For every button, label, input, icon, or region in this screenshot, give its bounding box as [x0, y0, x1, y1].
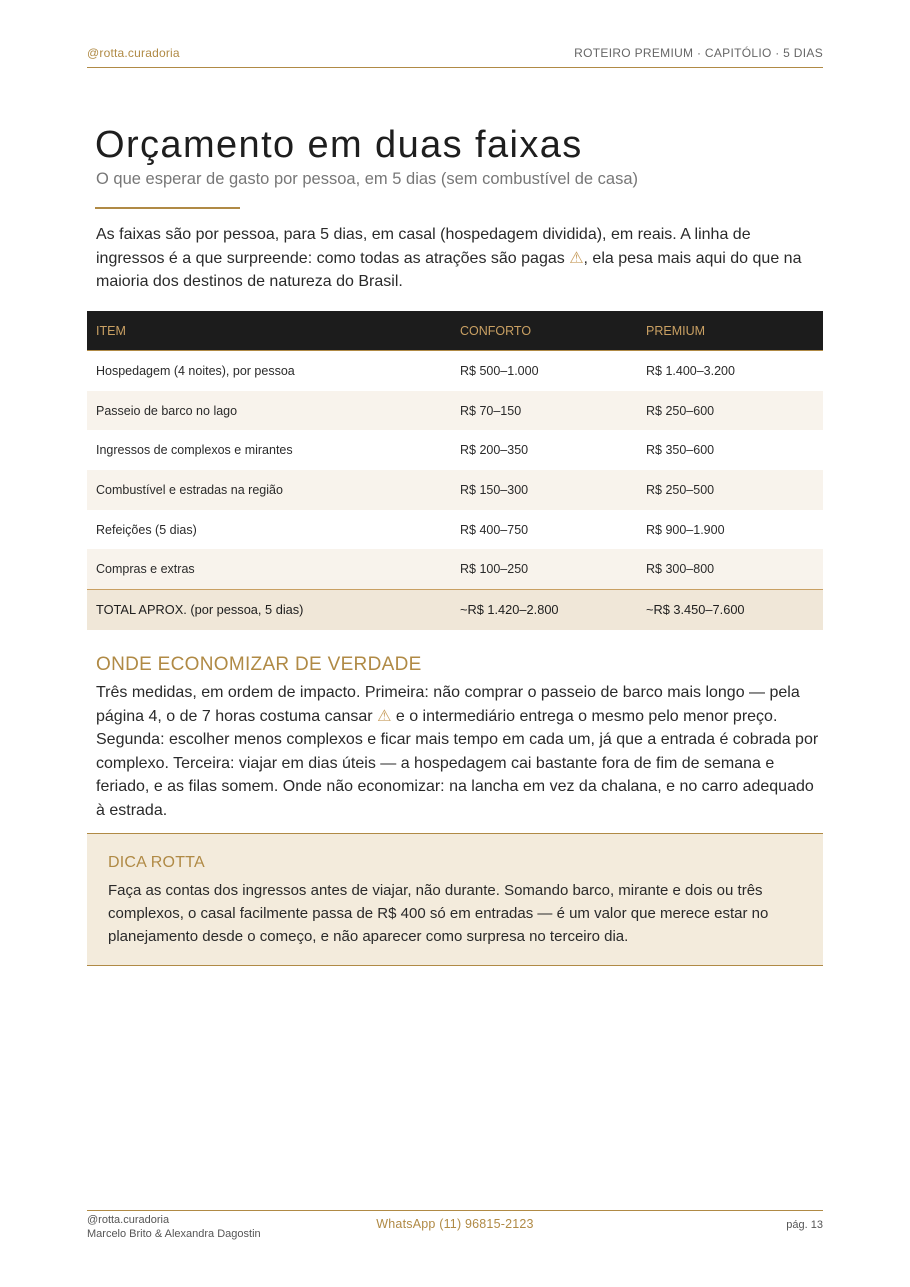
table-total-row [87, 590, 823, 630]
footer-handle: @rotta.curadoria [87, 1214, 170, 1226]
row-premium-value: R$ 350–600 [646, 443, 715, 458]
footer-whatsapp-contact: WhatsApp (11) 96815-2123 [376, 1217, 534, 1231]
row-conforto-value: R$ 100–250 [451, 549, 637, 589]
title-accent-rule [95, 207, 240, 209]
tip-text: Faça as contas dos ingressos antes de viajar, não durante. Somando barco, mirante e dois ou três complexos, o casal facilmente passa de R$ 400 só em entradas — é um valor que merece estar no planejamento desde o começo, e não aparecer como surpresa no terceiro dia. [108, 882, 769, 945]
tip-callout [87, 833, 823, 966]
column-header-premium: PREMIUM [637, 311, 823, 351]
row-conforto-value: R$ 150–300 [451, 470, 637, 510]
footer-authors: Marcelo Brito & Alexandra Dagostin [87, 1228, 261, 1240]
row-item: Ingressos de complexos e mirantes [96, 443, 293, 458]
header-handle: @rotta.curadoria [87, 46, 180, 60]
row-premium-value: R$ 900–1.900 [646, 522, 725, 537]
page-number: pág. 13 [786, 1219, 823, 1231]
row-conforto-value: R$ 70–150 [451, 391, 637, 431]
budget-table [87, 311, 823, 630]
row-premium-value: R$ 250–600 [637, 391, 823, 431]
intro-paragraph [96, 223, 822, 294]
header-guide-title: ROTEIRO PREMIUM · CAPITÓLIO · 5 DIAS [574, 46, 823, 60]
table-header-row [87, 311, 823, 351]
row-item: Hospedagem (4 noites), por pessoa [96, 363, 295, 378]
table-row [87, 430, 823, 470]
footer-divider [87, 1210, 823, 1211]
savings-paragraph [96, 681, 822, 823]
tip-title: DICA ROTTA [108, 854, 205, 871]
row-item: Refeições (5 dias) [96, 522, 197, 537]
row-item: Passeio de barco no lago [87, 391, 451, 431]
row-premium-value: R$ 300–800 [637, 549, 823, 589]
savings-text-start: Três medidas, em ordem de impacto. Primeira: não comprar o passeio de barco mais longo — pela página 4, o de 7 horas costuma cansar [96, 684, 800, 725]
row-conforto-value: R$ 500–1.000 [460, 363, 539, 378]
page-header [87, 46, 823, 68]
page-subtitle: O que esperar de gasto por pessoa, em 5 dias (sem combustível de casa) [96, 170, 639, 188]
savings-text-end: e o intermediário entrega o mesmo pelo menor preço. Segunda: escolher menos complexos e ficar mais tempo em cada um, já que a entrada é cobrada por complexo. Terceira: viajar em dias úteis — a hospedagem cai bastante fora de fim de semana e feriado, e as filas somem. Onde não economizar: na lancha em vez da chalana, e no carro adequado à estrada. [96, 707, 819, 819]
row-conforto-value: R$ 200–350 [460, 443, 529, 458]
total-premium-value: ~R$ 3.450–7.600 [637, 590, 823, 630]
table-row [87, 470, 823, 510]
column-header-item: ITEM [87, 311, 451, 351]
savings-section-title: ONDE ECONOMIZAR DE VERDADE [96, 654, 422, 675]
page-title: Orçamento em duas faixas [95, 124, 583, 166]
row-premium-value: R$ 250–500 [637, 470, 823, 510]
table-row [87, 351, 823, 391]
row-premium-value: R$ 1.400–3.200 [646, 363, 735, 378]
intro-text-end: , ela pesa mais aqui do que na maioria dos destinos de natureza do Brasil. [96, 249, 802, 290]
table-row [87, 549, 823, 589]
warning-icon: ⚠ [377, 707, 392, 725]
total-label: TOTAL APROX. (por pessoa, 5 dias) [87, 590, 451, 630]
row-item: Combustível e estradas na região [87, 470, 451, 510]
intro-text-start: As faixas são por pessoa, para 5 dias, em casal (hospedagem dividida), em reais. A linha de ingressos é a que surpreende: como todas as atrações são pagas [96, 226, 751, 267]
row-item: Compras e extras [87, 549, 451, 589]
column-header-conforto: CONFORTO [451, 311, 637, 351]
total-conforto-value: ~R$ 1.420–2.800 [451, 590, 637, 630]
row-conforto-value: R$ 400–750 [460, 522, 529, 537]
table-row [87, 510, 823, 550]
warning-icon: ⚠ [569, 249, 584, 267]
table-row [87, 391, 823, 431]
